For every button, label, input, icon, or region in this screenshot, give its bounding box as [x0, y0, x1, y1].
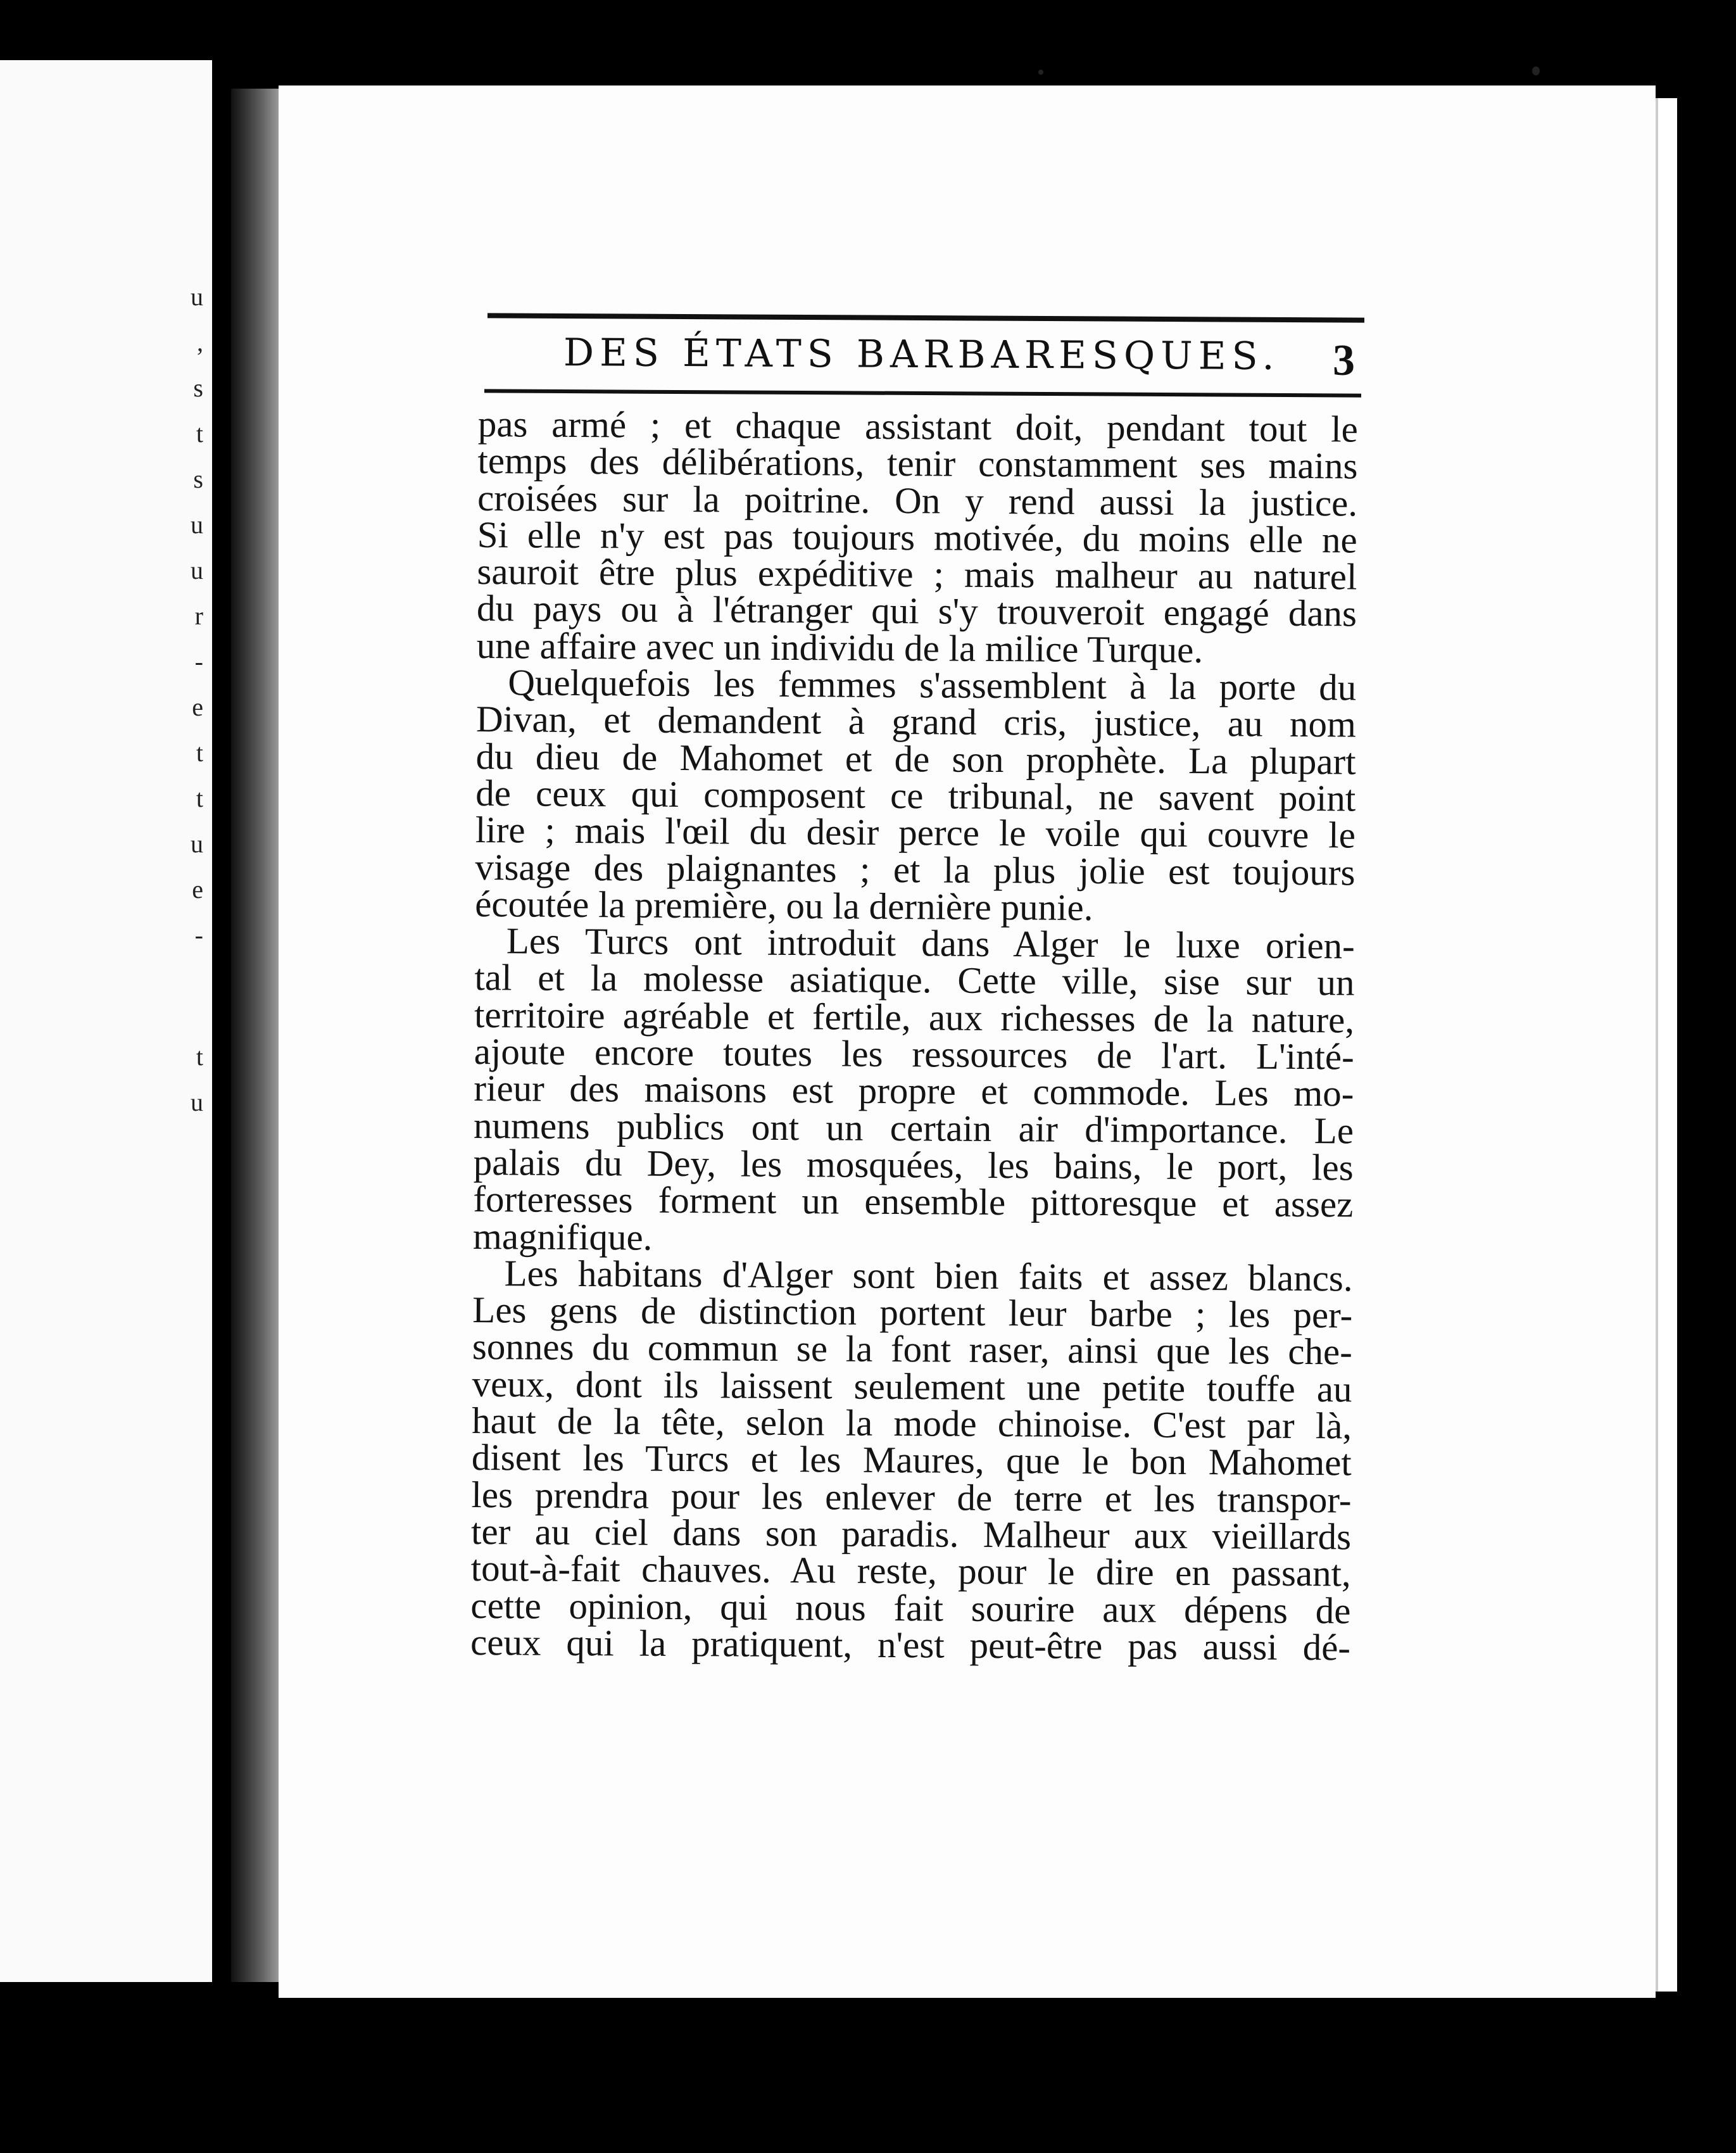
edge-glyph: u	[191, 510, 203, 539]
left-facing-page-edge	[0, 60, 212, 1982]
edge-glyph: -	[194, 921, 203, 949]
text-line: pas armé ; et chaque assistant doit, pendant tout le	[477, 403, 1358, 450]
text-line: cette opinion, qui nous fait sourire aux dépens de	[470, 1584, 1351, 1631]
text-line: une affaire avec un individu de la milice Turque.	[476, 624, 1204, 671]
edge-glyph: u	[191, 556, 203, 584]
body-text	[470, 403, 1358, 1669]
edge-glyph: u	[191, 282, 203, 311]
text-line: sauroit être plus expéditive ; mais malheur au naturel	[477, 550, 1357, 598]
paragraph	[472, 919, 1355, 1260]
page-number: 3	[1333, 336, 1355, 385]
text-line: Si elle n'y est pas toujours motivée, du moins elle ne	[477, 513, 1357, 561]
text-line: Les habitans d'Alger sont bien faits et assez blancs.	[504, 1252, 1353, 1299]
text-line: rieur des maisons est propre et commode. Les mo-	[474, 1067, 1354, 1114]
edge-glyph: e	[192, 875, 203, 904]
text-line: du dieu de Mahomet et de son prophète. La plupart	[475, 735, 1356, 783]
edge-glyph: e	[192, 693, 203, 721]
text-line: magnifique.	[472, 1215, 653, 1258]
paragraph	[474, 661, 1357, 928]
binding-gutter-shadow	[231, 89, 279, 1982]
edge-glyph: t	[196, 1042, 203, 1071]
text-line: palais du Dey, les mosquées, les bains, le port, les	[473, 1140, 1354, 1189]
edge-glyph: r	[194, 602, 203, 630]
text-line: lire ; mais l'œil du desir perce le voile qui couvre le	[475, 809, 1356, 856]
edge-glyph: t	[196, 419, 203, 448]
text-line: les prendra pour les enlever de terre et les transpor-	[471, 1473, 1352, 1521]
text-line: Quelquefois les femmes s'assemblent à la porte du	[508, 661, 1357, 709]
ink-speck	[1038, 70, 1043, 75]
ink-speck	[1532, 66, 1540, 75]
text-line: disent les Turcs et les Maures, que le bon Mahomet	[471, 1436, 1352, 1484]
edge-glyph: s	[193, 465, 203, 493]
text-line: numens publics ont un certain air d'importance. Le	[473, 1104, 1354, 1152]
edge-glyph: s	[193, 374, 203, 402]
text-line: croisées sur la poitrine. On y rend aussi la justice.	[477, 476, 1358, 524]
text-line: Les gens de distinction portent leur barbe ; les per-	[472, 1289, 1353, 1336]
text-line: tout-à-fait chauves. Au reste, pour le dire en passant,	[470, 1547, 1351, 1594]
text-line: ter au ciel dans son paradis. Malheur aux vieillards	[470, 1510, 1352, 1558]
text-line: Les Turcs ont introduit dans Alger le luxe orien-	[506, 919, 1355, 967]
page-right-edge	[1656, 98, 1677, 1992]
left-page-edge-characters	[187, 60, 212, 1982]
edge-glyph: ,	[197, 328, 203, 357]
edge-glyph: t	[196, 784, 203, 812]
text-line: forteresses forment un ensemble pittoresque et assez	[473, 1178, 1354, 1225]
edge-glyph: u	[191, 830, 203, 858]
text-line: haut de la tête, selon la mode chinoise. C'est par là,	[472, 1399, 1352, 1447]
text-line: sonnes du commun se la font raser, ainsi que les che-	[472, 1325, 1353, 1373]
text-line: Divan, et demandent à grand cris, justice, au nom	[475, 698, 1357, 745]
paragraph	[470, 1252, 1353, 1669]
running-head-title: DES ÉTATS BARBARESQUES.	[563, 331, 1280, 379]
edge-glyph: t	[196, 738, 203, 767]
paragraph	[477, 405, 1358, 669]
text-line: visage des plaignantes ; et la plus jolie est toujours	[475, 845, 1355, 893]
text-line: temps des délibérations, tenir constamment ses mains	[477, 439, 1358, 487]
text-line: tal et la molesse asiatique. Cette ville, sise sur un	[474, 956, 1355, 1004]
edge-glyph: -	[194, 647, 203, 676]
edge-glyph: u	[191, 1088, 203, 1116]
text-line: ceux qui la pratiquent, n'est peut-être pas aussi dé-	[470, 1620, 1351, 1669]
text-line: veux, dont ils laissent seulement une petite touffe au	[472, 1362, 1352, 1410]
text-line: de ceux qui composent ce tribunal, ne savent point	[475, 771, 1356, 819]
text-line: territoire agréable et fertile, aux richesses de la nature,	[474, 993, 1355, 1041]
text-line: ajoute encore toutes les ressources de l'art. L'inté-	[474, 1030, 1354, 1078]
text-line: du pays ou à l'étranger qui s'y trouveroit engagé dans	[476, 587, 1357, 635]
text-line: écoutée la première, ou la dernière punie.	[474, 882, 1093, 928]
